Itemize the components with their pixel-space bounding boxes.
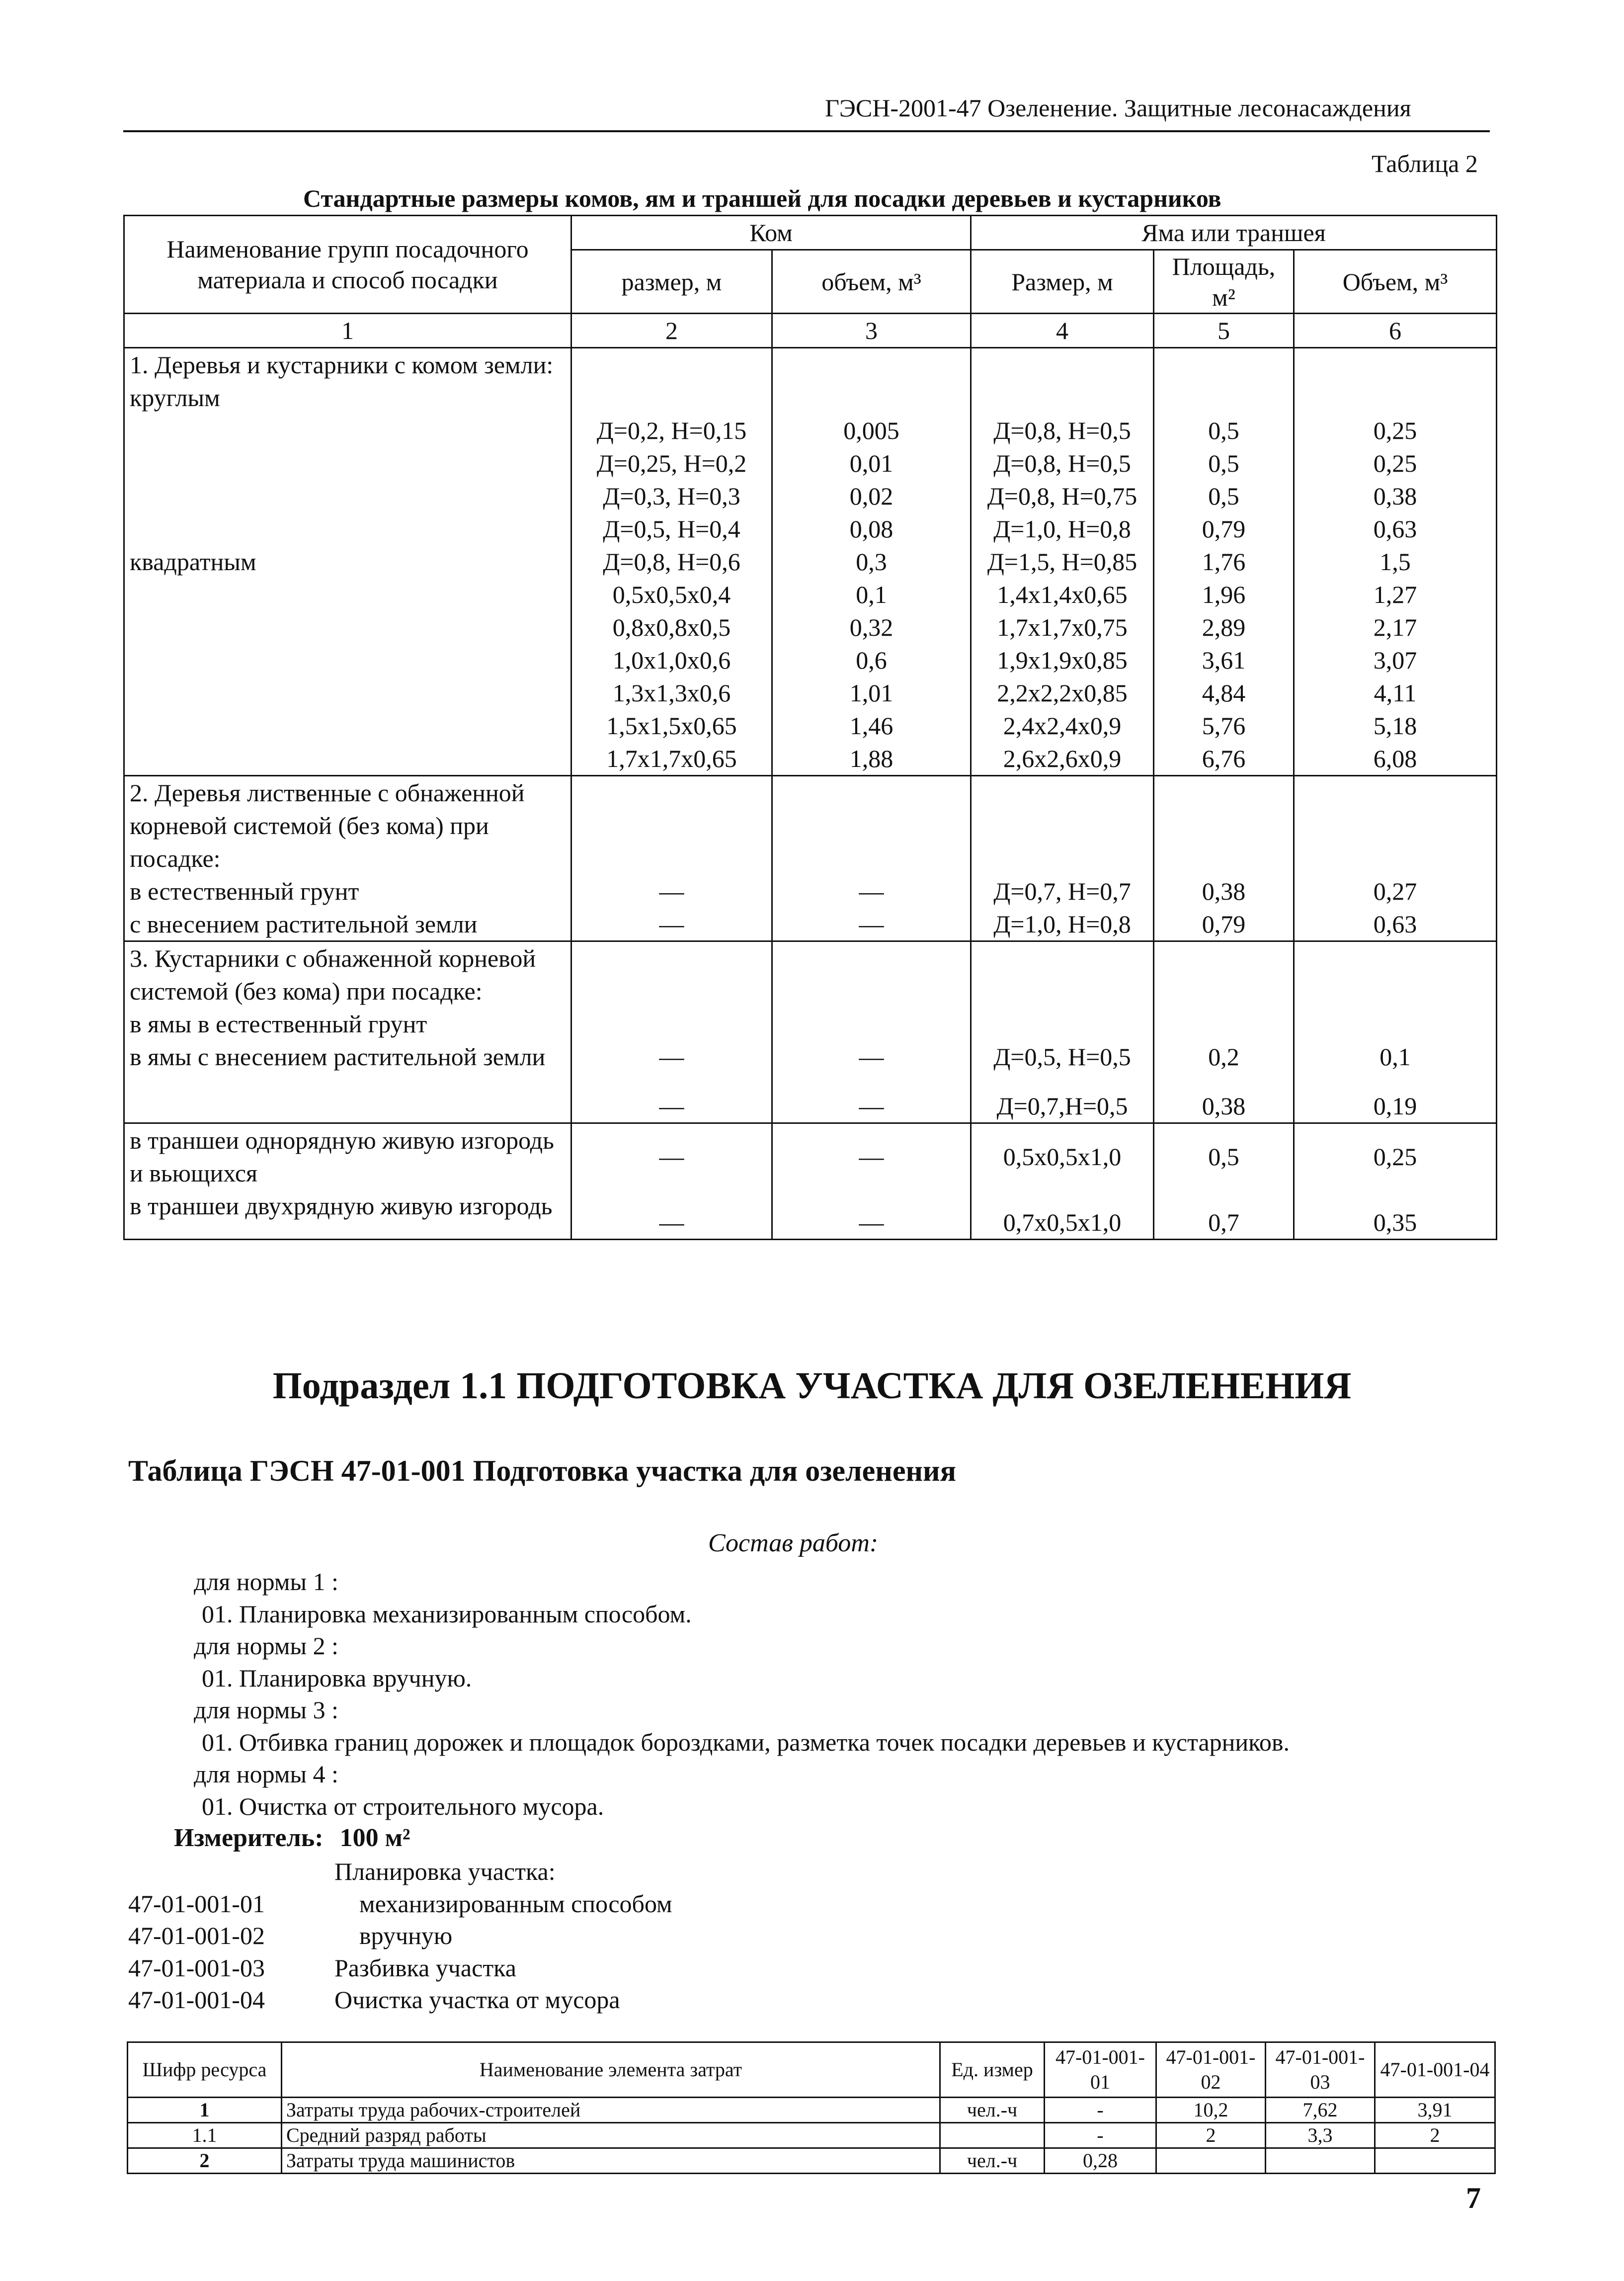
- kom-volume-col: [772, 776, 971, 941]
- resource-value: 10,2: [1156, 2098, 1266, 2123]
- header-pit: Яма или траншея: [971, 216, 1497, 250]
- work-item: 01. Очистка от строительного мусора.: [202, 1792, 604, 1820]
- subsection-heading: Подраздел 1.1 ПОДГОТОВКА УЧАСТКА ДЛЯ ОЗЕЛЕНЕНИЯ: [272, 1365, 1352, 1407]
- cell: 0,5x0,5x1,0: [1003, 1143, 1122, 1171]
- header-name: Наименование элемента затрат: [282, 2042, 940, 2098]
- cell: 2,6x2,6x0,9: [1003, 745, 1122, 772]
- cell: —: [859, 1092, 884, 1120]
- group-1-cell: [124, 348, 571, 776]
- header-kom-size: размер, м: [571, 250, 772, 314]
- cell: 0,5: [1208, 482, 1239, 510]
- cell: Д=0,8, Н=0,5: [993, 449, 1131, 477]
- row-label: в траншеи однорядную живую изгородь и вьющихся: [130, 1126, 554, 1187]
- cell: Д=0,8, Н=0,5: [993, 417, 1131, 444]
- cell: Д=1,0, Н=0,8: [993, 910, 1131, 938]
- cell: 3,07: [1373, 646, 1417, 674]
- pit-area-col: [1154, 1123, 1294, 1240]
- cell: Д=1,0, Н=0,8: [993, 515, 1131, 543]
- cell: 0,32: [849, 613, 893, 641]
- cell: 2,2x2,2x0,85: [997, 679, 1128, 707]
- kom-size-col: [571, 1123, 772, 1240]
- cell: Д=0,5, Н=0,5: [993, 1043, 1131, 1071]
- resource-value: -: [1045, 2098, 1156, 2123]
- cell: 0,79: [1202, 910, 1246, 938]
- group-title: 2. Деревья лиственные с обнаженной корневой системой (без кома) при посадке:: [130, 779, 525, 872]
- pit-area-col: [1154, 776, 1294, 941]
- cell: —: [659, 877, 684, 905]
- cell: Д=0,3, Н=0,3: [603, 482, 740, 510]
- cell: 0,1: [856, 581, 887, 608]
- cell: 1,96: [1202, 581, 1246, 608]
- cell: 1,27: [1373, 581, 1417, 608]
- running-header: ГЭСН-2001-47 Озеленение. Защитные лесонасаждения: [825, 94, 1411, 122]
- cell: 0,5: [1208, 449, 1239, 477]
- cell: 0,25: [1373, 417, 1417, 444]
- cell: 0,2: [1208, 1043, 1239, 1071]
- norm-name: механизированным способом: [359, 1889, 672, 1918]
- header-code: Шифр ресурса: [128, 2042, 282, 2098]
- cell: —: [659, 1092, 684, 1120]
- cell: 2,17: [1373, 613, 1417, 641]
- resource-value: 3,91: [1375, 2098, 1495, 2123]
- header-kom: Ком: [571, 216, 971, 250]
- cell: 0,35: [1373, 1208, 1417, 1236]
- header-kom-volume: объем, м³: [772, 250, 971, 314]
- row-label: в ямы с внесением растительной земли: [130, 1043, 546, 1071]
- pit-volume-col: [1294, 941, 1497, 1123]
- resource-unit: чел.-ч: [940, 2148, 1045, 2174]
- cell: 1,5x1,5x0,65: [606, 712, 737, 740]
- measure: [174, 1823, 410, 1853]
- resource-value: 2: [1156, 2123, 1266, 2148]
- kom-size-col: [571, 348, 772, 776]
- cell: Д=0,7, Н=0,7: [993, 877, 1131, 905]
- resource-value: 2: [1375, 2123, 1495, 2148]
- cell: 0,63: [1373, 515, 1417, 543]
- group-title: 1. Деревья и кустарники с комом земли:: [130, 351, 554, 379]
- resource-value: [1375, 2148, 1495, 2174]
- cell: 1,0x1,0x0,6: [612, 646, 731, 674]
- work-item: 01. Планировка механизированным способом.: [202, 1600, 692, 1628]
- header-pit-volume: Объем, м³: [1294, 250, 1497, 314]
- norm-label: для нормы 3 :: [194, 1696, 339, 1724]
- cell: 1,9x1,9x0,85: [997, 646, 1128, 674]
- kom-volume-col: [772, 348, 971, 776]
- cell: —: [859, 1208, 884, 1236]
- cell: 1,4x1,4x0,65: [997, 581, 1128, 608]
- pit-size-col: [971, 1123, 1154, 1240]
- pit-volume-col: [1294, 348, 1497, 776]
- measure-label: Измеритель:: [174, 1824, 324, 1852]
- resource-name: Затраты труда машинистов: [282, 2148, 940, 2174]
- cell: 0,25: [1373, 1143, 1417, 1171]
- cell: 0,38: [1202, 1092, 1246, 1120]
- header-pit-size: Размер, м: [971, 250, 1154, 314]
- pit-area-col: [1154, 348, 1294, 776]
- cell: Д=0,8, Н=0,6: [603, 548, 740, 576]
- resource-value: 7,62: [1266, 2098, 1375, 2123]
- row-label: в траншеи двухрядную живую изгородь: [130, 1192, 553, 1220]
- cell: 1,76: [1202, 548, 1246, 576]
- norm-code: 47-01-001-01: [128, 1889, 265, 1918]
- row-label: с внесением растительной земли: [130, 910, 478, 938]
- cell: 0,63: [1373, 910, 1417, 938]
- cell: 0,7x0,5x1,0: [1003, 1208, 1122, 1236]
- resource-value: -: [1045, 2123, 1156, 2148]
- cell: 0,01: [849, 449, 893, 477]
- cell: 4,84: [1202, 679, 1246, 707]
- col-number: 3: [772, 314, 971, 348]
- norm-code: 47-01-001-02: [128, 1922, 265, 1949]
- cell: 0,19: [1373, 1092, 1417, 1120]
- resource-value: 3,3: [1266, 2123, 1375, 2148]
- cell: —: [659, 1143, 684, 1171]
- norm-label: для нормы 4 :: [194, 1760, 339, 1788]
- col-number: 2: [571, 314, 772, 348]
- cell: 5,18: [1373, 712, 1417, 740]
- works-list: [194, 1566, 1290, 1822]
- cell: 6,76: [1202, 745, 1246, 772]
- cell: —: [859, 1143, 884, 1171]
- pit-size-col: [971, 941, 1154, 1123]
- cell: 1,88: [849, 745, 893, 772]
- cell: 0,38: [1373, 482, 1417, 510]
- cell: —: [859, 877, 884, 905]
- standard-sizes-table: [123, 215, 1497, 1240]
- table-row: [128, 2148, 1495, 2174]
- group-title: 3. Кустарники с обнаженной корневой системой (без кома) при посадке:: [130, 944, 536, 1005]
- pit-volume-col: [1294, 776, 1497, 941]
- row-label: круглым: [130, 384, 220, 412]
- measure-value: 100 м²: [339, 1824, 410, 1852]
- norm-label: для нормы 1 :: [194, 1568, 339, 1596]
- group-2-cell: [124, 776, 571, 941]
- cell: 0,5: [1208, 417, 1239, 444]
- cell: 0,7: [1208, 1208, 1239, 1236]
- cell: 1,7x1,7x0,75: [997, 613, 1128, 641]
- cell: 0,27: [1373, 877, 1417, 905]
- cell: 0,02: [849, 482, 893, 510]
- norm-name: Очистка участка от мусора: [334, 1986, 620, 2014]
- resource-unit: [940, 2123, 1045, 2148]
- cell: —: [859, 1043, 884, 1071]
- cell: —: [859, 910, 884, 938]
- cell: 3,61: [1202, 646, 1246, 674]
- cell: Д=0,2, Н=0,15: [596, 417, 747, 444]
- cell: —: [659, 1208, 684, 1236]
- resource-code: 1.1: [128, 2123, 282, 2148]
- col-number: 4: [971, 314, 1154, 348]
- resource-table: [127, 2041, 1496, 2174]
- pit-size-col: [971, 776, 1154, 941]
- kom-size-col: [571, 776, 772, 941]
- cell: 2,89: [1202, 613, 1246, 641]
- cell: 1,01: [849, 679, 893, 707]
- header-group: Наименование групп посадочного материала и способ посадки: [124, 216, 571, 314]
- row-label: квадратным: [130, 548, 256, 576]
- resource-code: 1: [128, 2098, 282, 2123]
- row-label: в ямы в естественный грунт: [130, 1010, 427, 1038]
- cell: 1,46: [849, 712, 893, 740]
- kom-size-col: [571, 941, 772, 1123]
- resource-value: [1266, 2148, 1375, 2174]
- col-number: 5: [1154, 314, 1294, 348]
- col-number: 1: [124, 314, 571, 348]
- cell: 0,79: [1202, 515, 1246, 543]
- table-row: [128, 2098, 1495, 2123]
- group-3-cell: [124, 941, 571, 1123]
- page-number: 7: [1466, 2182, 1481, 2214]
- cell: Д=0,25, Н=0,2: [596, 449, 747, 477]
- pit-volume-col: [1294, 1123, 1497, 1240]
- cell: —: [659, 910, 684, 938]
- cell: Д=0,7,Н=0,5: [996, 1092, 1128, 1120]
- cell: 0,1: [1380, 1043, 1411, 1071]
- cell: 0,25: [1373, 449, 1417, 477]
- resource-value: [1156, 2148, 1266, 2174]
- header-norm: 47-01-001-01: [1045, 2042, 1156, 2098]
- kom-volume-col: [772, 941, 971, 1123]
- cell: —: [659, 1043, 684, 1071]
- norm-name: Разбивка участка: [334, 1953, 516, 1982]
- works-title: Состав работ:: [708, 1529, 879, 1557]
- norm-name: вручную: [359, 1922, 453, 1949]
- work-item: 01. Отбивка границ дорожек и площадок бороздками, разметка точек посадки деревьев и кустарников.: [202, 1728, 1290, 1756]
- resource-name: Средний разряд работы: [282, 2123, 940, 2148]
- codes-intro: Планировка участка:: [334, 1858, 556, 1885]
- table-label: Таблица 2: [1372, 150, 1478, 177]
- resource-value: 0,28: [1045, 2148, 1156, 2174]
- cell: 0,5: [1208, 1143, 1239, 1171]
- cell: 0,6: [856, 646, 887, 674]
- cell: 2,4x2,4x0,9: [1003, 712, 1122, 740]
- header-norm: 47-01-001-04: [1375, 2042, 1495, 2098]
- cell: 0,8x0,8x0,5: [612, 613, 731, 641]
- group-4-cell: [124, 1123, 571, 1240]
- cell: Д=1,5, Н=0,85: [987, 548, 1137, 576]
- norm-codes: [128, 1856, 923, 2016]
- header-pit-area: Площадь, м²: [1154, 250, 1294, 314]
- table-heading: Таблица ГЭСН 47-01-001 Подготовка участка для озеленения: [128, 1454, 957, 1487]
- cell: Д=0,8, Н=0,75: [987, 482, 1137, 510]
- col-number: 6: [1294, 314, 1497, 348]
- cell: 1,3x1,3x0,6: [612, 679, 731, 707]
- pit-size-col: [971, 348, 1154, 776]
- cell: 0,38: [1202, 877, 1246, 905]
- cell: 5,76: [1202, 712, 1246, 740]
- header-norm: 47-01-001-02: [1156, 2042, 1266, 2098]
- cell: 6,08: [1373, 745, 1417, 772]
- cell: 0,005: [843, 417, 899, 444]
- table-row: [128, 2123, 1495, 2148]
- norm-code: 47-01-001-04: [128, 1986, 265, 2014]
- work-item: 01. Планировка вручную.: [202, 1664, 472, 1692]
- header-unit: Ед. измер: [940, 2042, 1045, 2098]
- resource-name: Затраты труда рабочих-строителей: [282, 2098, 940, 2123]
- table-caption: Стандартные размеры комов, ям и траншей для посадки деревьев и кустарников: [303, 184, 1221, 212]
- resource-code: 2: [128, 2148, 282, 2174]
- header-rule: [123, 130, 1490, 132]
- cell: 1,5: [1380, 548, 1411, 576]
- norm-label: для нормы 2 :: [194, 1632, 339, 1660]
- header-norm: 47-01-001-03: [1266, 2042, 1375, 2098]
- pit-area-col: [1154, 941, 1294, 1123]
- resource-unit: чел.-ч: [940, 2098, 1045, 2123]
- row-label: в естественный грунт: [130, 877, 359, 905]
- cell: 4,11: [1374, 679, 1417, 707]
- cell: 0,08: [849, 515, 893, 543]
- norm-code: 47-01-001-03: [128, 1953, 265, 1982]
- cell: 0,5x0,5x0,4: [612, 581, 731, 608]
- cell: Д=0,5, Н=0,4: [603, 515, 740, 543]
- cell: 0,3: [856, 548, 887, 576]
- cell: 1,7x1,7x0,65: [606, 745, 737, 772]
- kom-volume-col: [772, 1123, 971, 1240]
